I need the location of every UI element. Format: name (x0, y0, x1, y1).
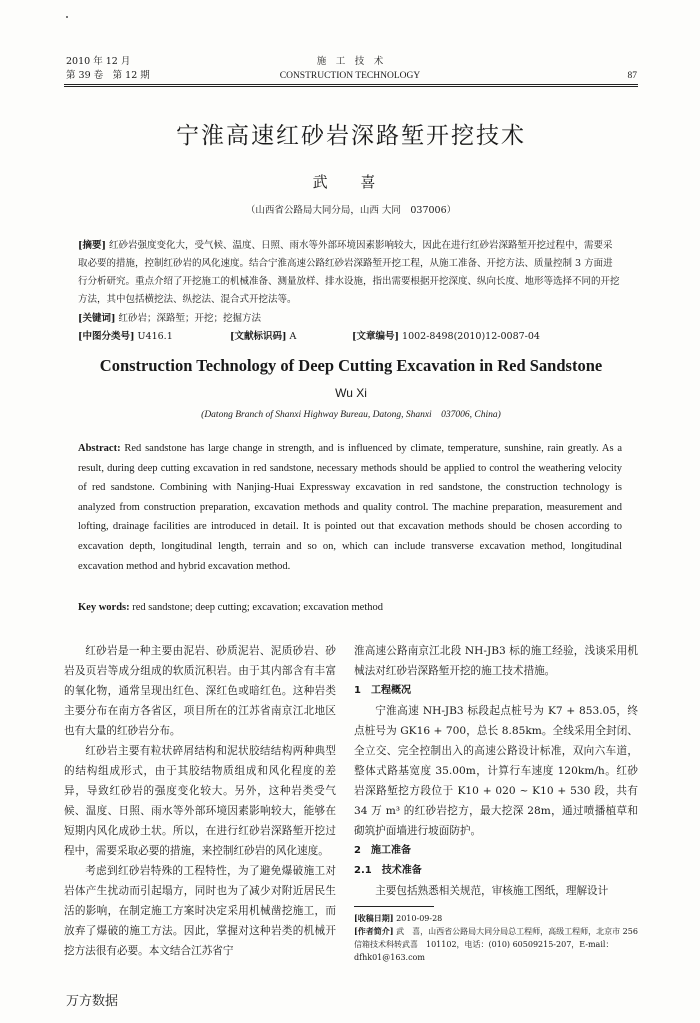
keywords-cn-label: [关键词] (78, 313, 116, 324)
page-title-cn: 宁淮高速红砂岩深路堑开挖技术 (176, 123, 526, 149)
body-paragraph: 宁淮高速 NH-JB3 标段起点桩号为 K7 + 853.05，终点桩号为 GK16 + 700，总长 8.85km。全线采用全封闭、全立交、完全控制出入的高速公路设计标准，双向六车道，整体式路基宽度 35.00m，计算行车速度 120km/h。红砂岩深路堑挖方段位于 K10 + 020 ~ K10 + 530 段，共有 34 万 m³ 的红砂岩挖方，最大挖深 28m，通过喷播植草和砌筑护面墙进行坡面防护。 (354, 705, 638, 837)
affiliation-cn: （山西省公路局大同分局，山西 大同 037006） (245, 205, 457, 216)
author-en: Wu Xi (335, 386, 367, 400)
footnote (354, 912, 638, 964)
doc-label: [文献标识码] (230, 331, 287, 342)
received-value: 2010-09-28 (396, 914, 443, 923)
abstract-en (78, 439, 622, 576)
subsection-heading: 2.1 技术准备 (354, 865, 422, 876)
keywords-en-text: red sandstone; deep cutting; excavation; excavation method (132, 602, 383, 613)
clc-value: U416.1 (137, 331, 173, 342)
footnote-rule (354, 906, 434, 907)
abstract-cn-text: 红砂岩强度变化大，受气候、温度、日照、雨水等外部环境因素影响较大，因此在进行红砂岩深路堑开挖过程中，需要采取必要的措施，控制红砂岩的风化速度。结合宁淮高速公路红砂岩深路堑开挖工程，从施工准备、开挖方法、质量控制 3 方面进行分析研究。重点介绍了开挖施工的机械准备、测量放样、排水设施，指出需要根据开挖深度、纵向长度、地形等选择不同的开挖方法，其中包括横挖法、纵挖法、混合式开挖法等。 (78, 240, 620, 305)
doc-value: A (289, 331, 297, 342)
bio-label: [作者简介] (354, 926, 394, 936)
keywords-en-label: Key words: (78, 602, 130, 613)
clc-label: [中图分类号] (78, 331, 135, 342)
received-date (354, 912, 638, 925)
header-date: 2010 年 12 月 (66, 56, 131, 67)
scan-speck (66, 16, 68, 18)
received-label: [收稿日期] (354, 913, 394, 923)
body-paragraph: 考虑到红砂岩特殊的工程特性，为了避免爆破施工对岩体产生扰动而引起塌方，同时也为了减少对附近居民生活的影响，在制定施工方案时决定采用机械凿挖施工，而放弃了爆破的施工方法。因此，掌握对这种岩类的机械开挖方法很有必要。本文结合江苏省宁 (64, 865, 336, 957)
abstract-en-label: Abstract: (78, 443, 121, 454)
keywords-cn (78, 310, 622, 328)
header-journal-cn: 施 工 技 术 (316, 56, 384, 67)
document-code (230, 328, 296, 342)
affiliation-en: (Datong Branch of Shanxi Highway Bureau, Datong, Shanxi 037006, China) (201, 410, 501, 420)
header-rule-bottom (64, 86, 638, 87)
body-right-column (354, 641, 638, 901)
section-heading: 1 工程概况 (354, 685, 411, 696)
bio-text: 武 喜，山西省公路局大同分局总工程师，高级工程师，北京市 256 信箱技术科转武喜 101102，电话：(010) 60509215-207，E-mail：dfhk01@163.com (354, 927, 638, 962)
header-rule-top (64, 84, 638, 85)
header-page-number: 87 (627, 71, 637, 81)
body-paragraph: 淮高速公路南京江北段 NH-JB3 标的施工经验，浅谈采用机械法对红砂岩深路堑开挖的施工技术措施。 (354, 645, 638, 677)
header-volume: 第 39 卷 第 12 期 (66, 70, 150, 81)
author-bio (354, 925, 638, 964)
abstract-cn (78, 237, 622, 309)
body-paragraph: 红砂岩主要有粒状碎屑结构和泥状胶结结构两种典型的结构组成形式，由于其胶结物质组成和风化程度的差异，导致红砂岩的强度变化较大。另外，这种岩类受气候、温度、日照、雨水等外部环境因素影响较大，能够在短期内风化成砂土状。所以，在进行红砂岩深路堑开挖过程中，需要采取必要的措施，来控制红砂岩的风化速度。 (64, 745, 336, 857)
article-number (352, 328, 540, 342)
header-journal-en: CONSTRUCTION TECHNOLOGY (279, 71, 421, 81)
abstract-en-text: Red sandstone has large change in strength, and is influenced by climate, temperature, sunshine, rain greatly. As a result, during deep cutting excavation in red sandstone, necessary methods should be applied to control the weathering velocity of red sandstone. Combining with Nanjing-Huai Expressway excavation in red sandstone, the construction technology is analyzed from construction preparation, excavation methods and quality control. The machine preparation, measurement and lofting, drainage facilities are introduced in detail. It is pointed out that excavation methods should be chosen according to excavation depth, longitudinal length, terrain and so on, which can include transverse excavation method, longitudinal excavation method and hybrid excavation method. (78, 443, 623, 572)
keywords-cn-text: 红砂岩；深路堑；开挖；挖掘方法 (118, 313, 262, 324)
page-title-en: Construction Technology of Deep Cutting Excavation in Red Sandstone (99, 356, 603, 375)
body-left-column (64, 641, 336, 961)
author-cn: 武 喜 (312, 173, 390, 191)
body-paragraph: 主要包括熟悉相关规范，审核施工图纸，理解设计 (375, 885, 609, 897)
watermark: 万方数据 (66, 994, 119, 1009)
article-value: 1002-8498(2010)12-0087-04 (402, 331, 540, 342)
abstract-cn-label: [摘要] (78, 240, 106, 251)
body-paragraph: 红砂岩是一种主要由泥岩、砂质泥岩、泥质砂岩、砂岩及页岩等成分组成的软质沉积岩。由于其内部含有丰富的氧化物，通常呈现出红色、深红色或暗红色。这种岩类主要分布在南方各省区，项目所在的江苏省南京江北地区也有大量的红砂岩分布。 (64, 645, 336, 737)
article-label: [文章编号] (352, 331, 399, 342)
clc-number (78, 328, 173, 342)
section-heading: 2 施工准备 (354, 845, 411, 856)
keywords-en (78, 602, 622, 613)
